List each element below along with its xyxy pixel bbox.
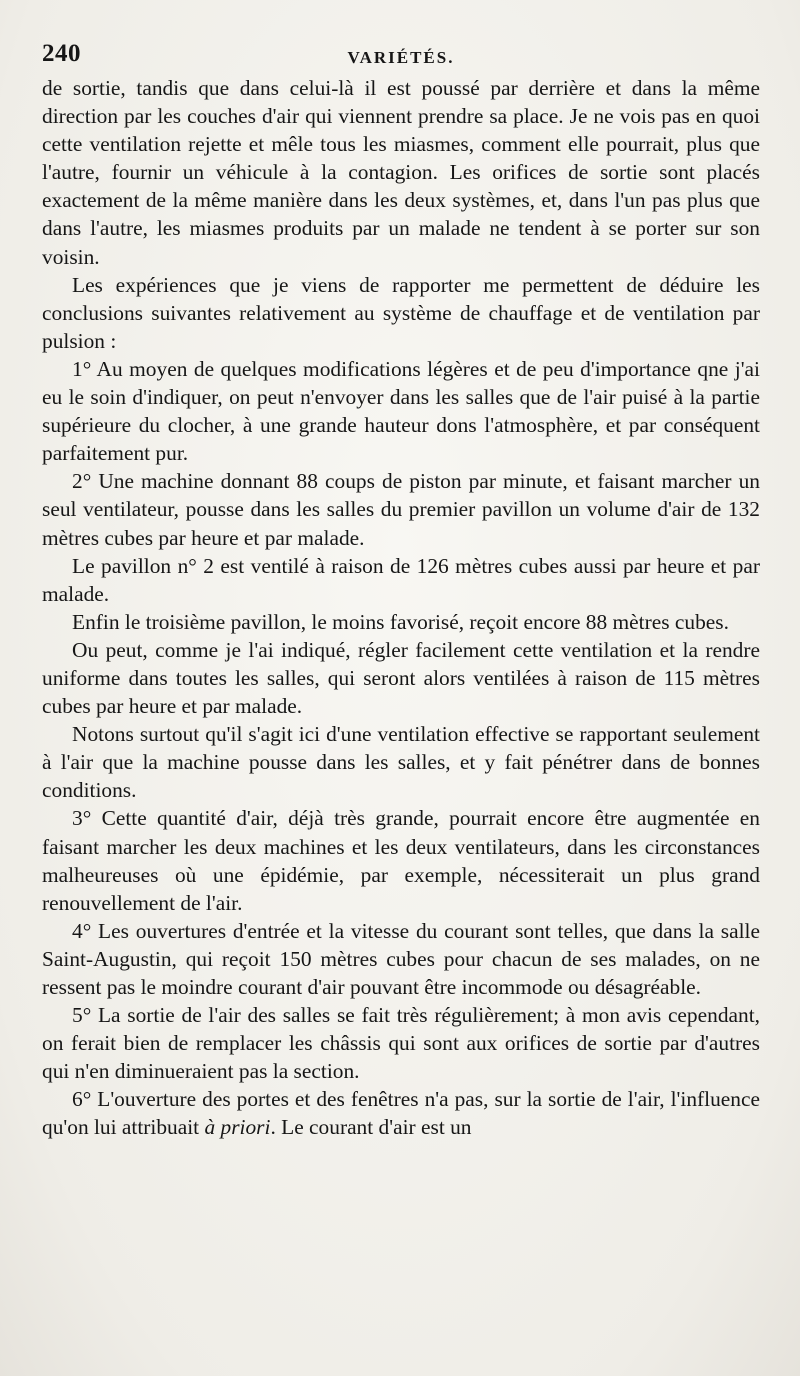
paragraph-conclusion-1: 1° Au moyen de quelques modifications légères et de peu d'importance qne j'ai eu le soin d'indiquer, on peut n'envoyer dans les salles que de l'air puisé à la partie supérieure du clocher, à une grande hauteur dons l'atmosphère, et par conséquent parfaitement pur. (42, 356, 760, 466)
page-number: 240 (42, 40, 81, 67)
paragraph: Notons surtout qu'il s'agit ici d'une ventilation effective se rapportant seulement à l'air que la machine pousse dans les salles, et y fait pénétrer dans de bonnes conditions. (42, 722, 760, 803)
paragraph-conclusion-6 (42, 1085, 760, 1141)
paragraph: Le pavillon n° 2 est ventilé à raison de 126 mètres cubes aussi par heure et par malade. (42, 553, 760, 606)
text-run: 6° L'ouverture des portes et des fenêtres n'a pas, sur la sortie de l'air, l'influence qu'on lui attribuait (42, 1087, 760, 1140)
running-title: VARIÉTÉS. (347, 48, 455, 67)
paragraph: Les expériences que je viens de rapporter me permettent de déduire les conclusions suivantes relativement au système de chauffage et de ventilation par pulsion : (42, 272, 760, 353)
paragraph-continuation: de sortie, tandis que dans celui-là il est poussé par derrière et dans la même direction par les couches d'air qui viennent prendre sa place. Je ne vois pas en quoi cette ventilation rejette et mêle tous les miasmes, comment elle pourrait, plus que l'autre, fournir un véhicule à la contagion. Les orifices de sortie sont placés exactement de la même manière dans les deux systèmes, et, dans l'un pas plus que dans l'autre, les miasmes produits par un malade ne tendent à se porter sur son voisin. (42, 76, 760, 269)
paragraph: Enfin le troisième pavillon, le moins favorisé, reçoit encore 88 mètres cubes. (72, 609, 729, 634)
paragraph-conclusion-4: 4° Les ouvertures d'entrée et la vitesse du courant sont telles, que dans la salle Saint-Augustin, qui reçoit 150 mètres cubes pour chacun de ses malades, on ne ressent pas le moindre courant d'air pouvant être incommode ou désagréable. (42, 918, 760, 999)
paragraph: Ou peut, comme je l'ai indiqué, régler facilement cette ventilation et la rendre uniforme dans toutes les salles, qui seront alors ventilées à raison de 115 mètres cubes par heure et par malade. (42, 637, 760, 719)
paragraph-conclusion-3: 3° Cette quantité d'air, déjà très grande, pourrait encore être augmentée en faisant marcher les deux machines et les deux ventilateurs, dans les circonstances malheureuses où une épidémie, par exemple, nécessiterait un plus grand renouvellement de l'air. (42, 806, 760, 915)
paragraph-conclusion-2: 2° Une machine donnant 88 coups de piston par minute, et faisant marcher un seul ventilateur, pousse dans les salles du premier pavillon un volume d'air de 132 mètres cubes par heure et par malade. (42, 469, 760, 550)
paragraph-conclusion-5: 5° La sortie de l'air des salles se fait très régulièrement; à mon avis cependant, on ferait bien de remplacer les châssis qui sont aux orifices de sortie par d'autres qui n'en diminueraient pas la section. (42, 1003, 760, 1084)
text-run: . Le courant d'air est un (270, 1115, 472, 1140)
italic-phrase: à priori (204, 1115, 271, 1140)
body-text (42, 74, 760, 1142)
running-head (42, 40, 760, 74)
